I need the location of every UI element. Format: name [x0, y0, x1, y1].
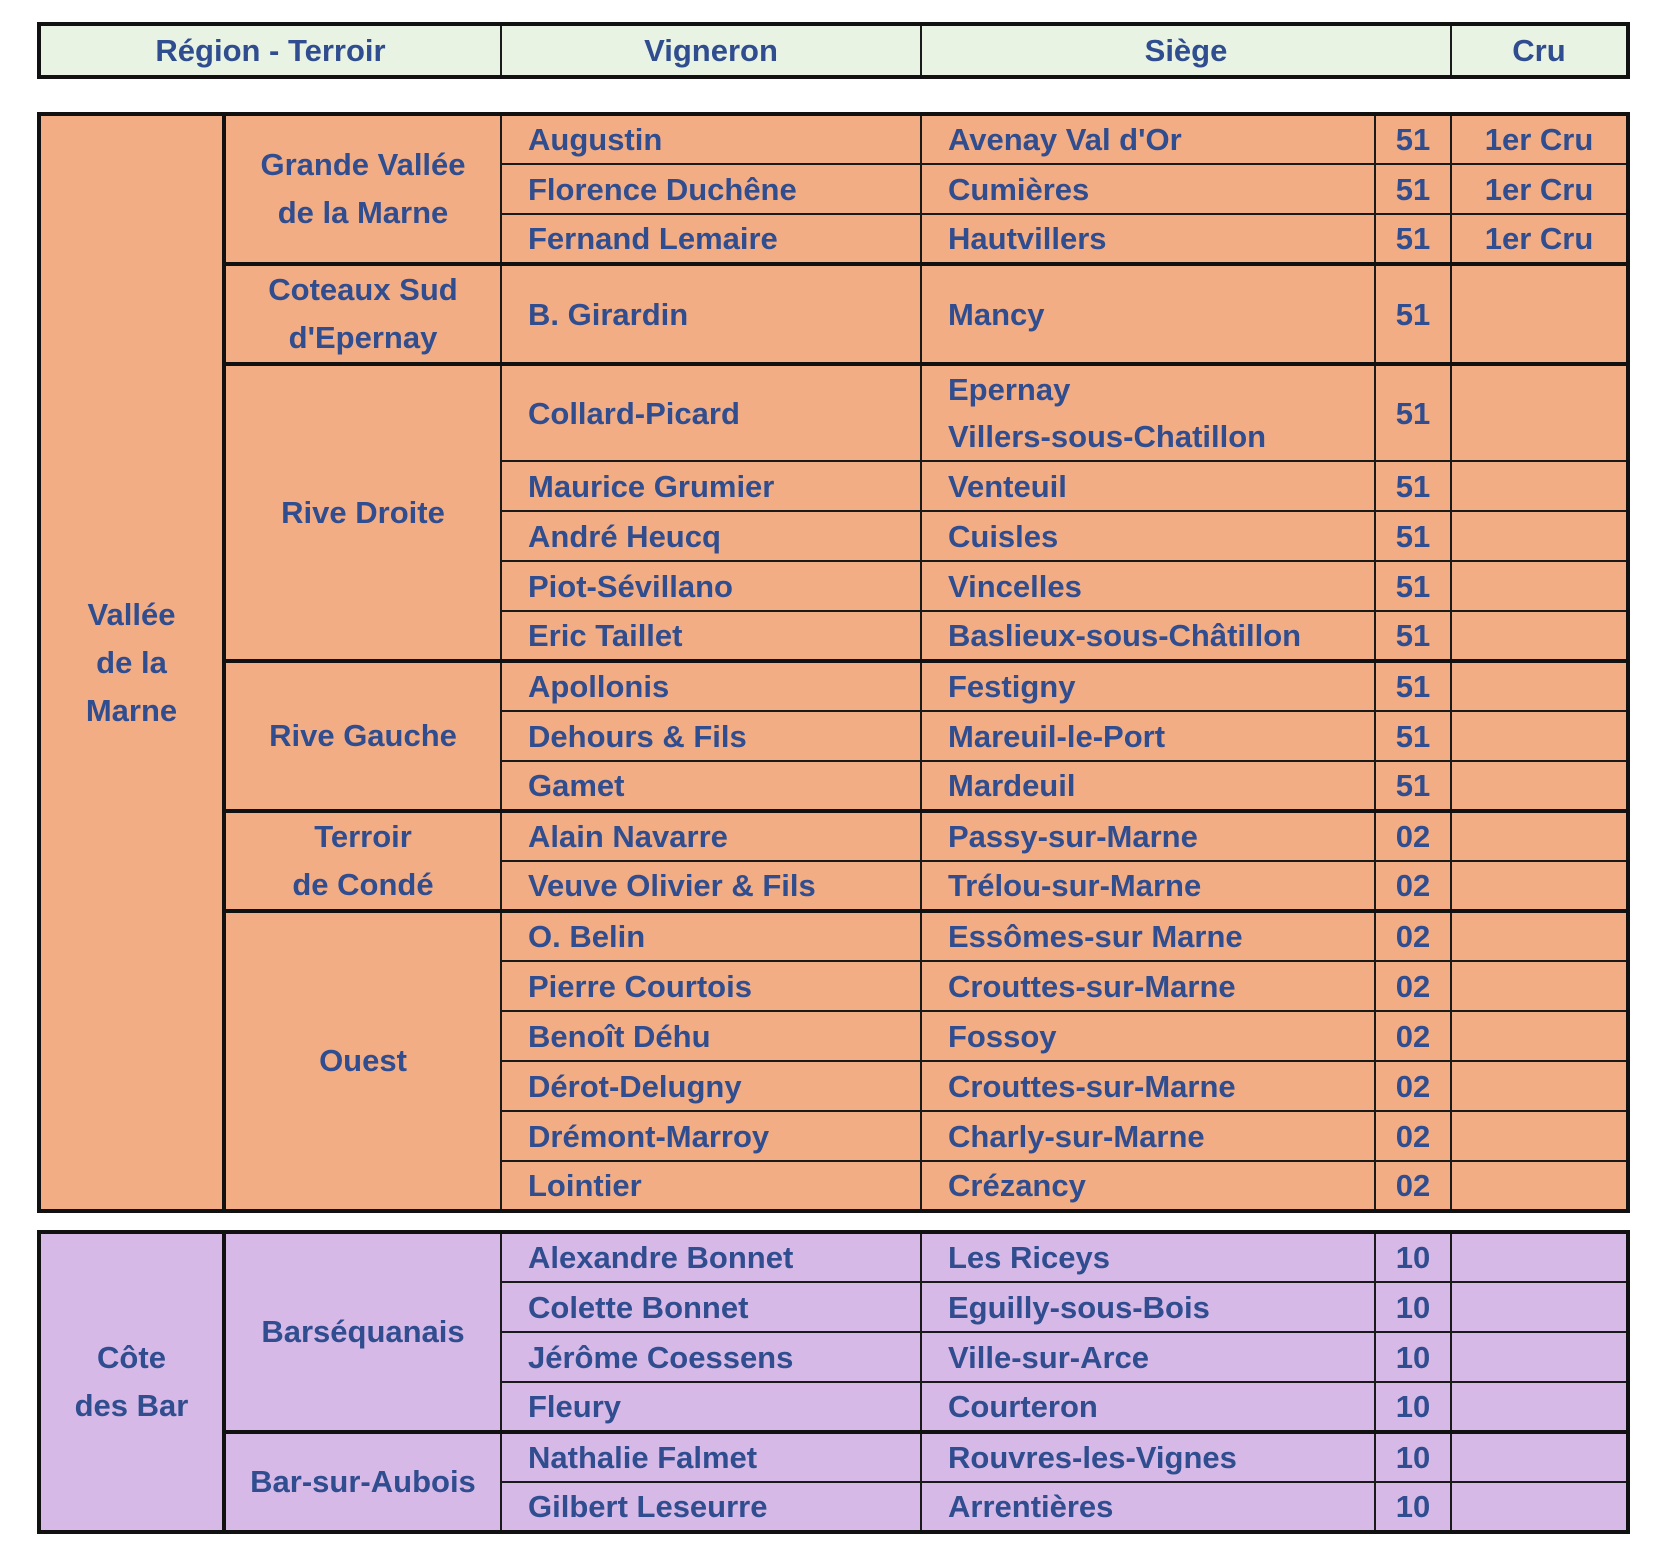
header-vigneron: Vigneron — [501, 24, 921, 77]
siege-line: Baslieux-sous-Châtillon — [948, 618, 1302, 653]
siege-line: Passy-sur-Marne — [948, 819, 1198, 854]
siege-cell — [921, 1482, 1375, 1532]
dept-cell: 10 — [1375, 1432, 1451, 1482]
dept-cell: 51 — [1375, 661, 1451, 711]
dept-cell: 10 — [1375, 1482, 1451, 1532]
table-row — [39, 911, 1628, 961]
vigneron-cell: André Heucq — [501, 511, 921, 561]
siege-line: Les Riceys — [948, 1240, 1110, 1275]
siege-cell — [921, 1061, 1375, 1111]
header-siege: Siège — [921, 24, 1451, 77]
terroir-line: Rive Droite — [281, 495, 445, 530]
siege-cell — [921, 264, 1375, 364]
terroir-cell — [224, 811, 501, 911]
region-line: de la — [96, 644, 167, 680]
siege-line: Crouttes-sur-Marne — [948, 1068, 1236, 1104]
siege-cell — [921, 214, 1375, 264]
table-row — [39, 661, 1628, 711]
dept-cell: 02 — [1375, 1111, 1451, 1161]
terroir-line: d'Epernay — [288, 320, 438, 355]
cru-cell — [1451, 1111, 1628, 1161]
siege-cell — [921, 561, 1375, 611]
cru-cell — [1451, 811, 1628, 861]
siege-cell — [921, 164, 1375, 214]
siege-cell — [921, 1282, 1375, 1332]
siege-cell — [921, 1111, 1375, 1161]
siege-line: Avenay Val d'Or — [948, 122, 1182, 157]
siege-cell — [921, 461, 1375, 511]
cru-cell — [1451, 1011, 1628, 1061]
vigneron-cell: Eric Taillet — [501, 611, 921, 661]
siege-cell — [921, 364, 1375, 461]
dept-cell: 02 — [1375, 1011, 1451, 1061]
dept-cell: 02 — [1375, 861, 1451, 911]
cru-cell — [1451, 264, 1628, 364]
cru-cell — [1451, 511, 1628, 561]
siege-line: Ville-sur-Arce — [948, 1339, 1150, 1375]
dept-cell: 51 — [1375, 561, 1451, 611]
siege-cell — [921, 861, 1375, 911]
vigneron-cell: Dérot-Delugny — [501, 1061, 921, 1111]
vigneron-cell: Alain Navarre — [501, 811, 921, 861]
dept-cell: 10 — [1375, 1232, 1451, 1282]
vigneron-cell: Nathalie Falmet — [501, 1432, 921, 1482]
vigneron-cell: Collard-Picard — [501, 364, 921, 461]
dept-cell: 02 — [1375, 1161, 1451, 1211]
siege-cell — [921, 911, 1375, 961]
siege-line: Villers-sous-Chatillon — [948, 419, 1267, 454]
dept-cell: 51 — [1375, 711, 1451, 761]
dept-cell: 02 — [1375, 1061, 1451, 1111]
siege-cell — [921, 961, 1375, 1011]
vigneron-cell: Apollonis — [501, 661, 921, 711]
siege-line: Mancy — [948, 296, 1045, 332]
cru-cell — [1451, 961, 1628, 1011]
vigneron-cell: Alexandre Bonnet — [501, 1232, 921, 1282]
terroir-line: Ouest — [319, 1043, 407, 1078]
siege-cell — [921, 611, 1375, 661]
cru-cell — [1451, 1332, 1628, 1382]
cru-cell — [1451, 611, 1628, 661]
siege-line: Crézancy — [948, 1168, 1086, 1203]
siege-cell — [921, 114, 1375, 164]
siege-cell — [921, 811, 1375, 861]
vigneron-cell: O. Belin — [501, 911, 921, 961]
terroir-line: Coteaux Sud — [268, 272, 458, 307]
cru-cell — [1451, 1382, 1628, 1432]
siege-cell — [921, 1161, 1375, 1211]
dept-cell: 02 — [1375, 811, 1451, 861]
siege-cell — [921, 1382, 1375, 1432]
vigneron-cell: Benoît Déhu — [501, 1011, 921, 1061]
vallee-de-la-marne-region-cell — [39, 114, 224, 1211]
siege-line: Mardeuil — [948, 768, 1076, 803]
table-row — [39, 811, 1628, 861]
vigneron-cell: B. Girardin — [501, 264, 921, 364]
terroir-line: Bar-sur-Aubois — [250, 1464, 476, 1499]
dept-cell: 51 — [1375, 114, 1451, 164]
cru-cell — [1451, 1232, 1628, 1282]
header-cru: Cru — [1451, 24, 1628, 77]
header-row — [39, 24, 1628, 77]
cru-cell — [1451, 861, 1628, 911]
terroir-cell — [224, 1432, 501, 1532]
siege-cell — [921, 511, 1375, 561]
siege-line: Charly-sur-Marne — [948, 1118, 1205, 1154]
cote-des-bar-region-cell — [39, 1232, 224, 1532]
siege-line: Trélou-sur-Marne — [948, 868, 1202, 903]
cru-cell — [1451, 1061, 1628, 1111]
cru-cell — [1451, 1282, 1628, 1332]
cru-cell — [1451, 1432, 1628, 1482]
vallee-de-la-marne-table — [37, 112, 1630, 1213]
terroir-cell — [224, 1232, 501, 1432]
cru-cell: 1er Cru — [1451, 164, 1628, 214]
vigneron-cell: Pierre Courtois — [501, 961, 921, 1011]
terroir-line: Terroir — [314, 819, 412, 854]
region-line: des Bar — [74, 1388, 189, 1423]
terroir-cell — [224, 911, 501, 1211]
cru-cell: 1er Cru — [1451, 214, 1628, 264]
siege-cell — [921, 1432, 1375, 1482]
header-table — [37, 22, 1630, 79]
siege-line: Epernay — [948, 372, 1071, 407]
dept-cell: 51 — [1375, 611, 1451, 661]
table-row — [39, 364, 1628, 461]
siege-cell — [921, 1332, 1375, 1382]
terroir-line: Rive Gauche — [269, 718, 457, 753]
dept-cell: 10 — [1375, 1282, 1451, 1332]
vigneron-cell: Dehours & Fils — [501, 711, 921, 761]
dept-cell: 10 — [1375, 1332, 1451, 1382]
vigneron-cell: Colette Bonnet — [501, 1282, 921, 1332]
siege-line: Fossoy — [948, 1018, 1057, 1054]
siege-line: Essômes-sur Marne — [948, 919, 1243, 954]
table-row — [39, 264, 1628, 364]
region-line: Vallée — [87, 596, 176, 632]
siege-line: Crouttes-sur-Marne — [948, 968, 1236, 1004]
dept-cell: 51 — [1375, 364, 1451, 461]
vigneron-cell: Fleury — [501, 1382, 921, 1432]
siege-line: Venteuil — [948, 468, 1067, 504]
siege-cell — [921, 1011, 1375, 1061]
siege-line: Courteron — [948, 1389, 1098, 1424]
dept-cell: 51 — [1375, 761, 1451, 811]
vigneron-cell: Drémont-Marroy — [501, 1111, 921, 1161]
dept-cell: 51 — [1375, 214, 1451, 264]
siege-cell — [921, 661, 1375, 711]
siege-line: Mareuil-le-Port — [948, 718, 1166, 754]
dept-cell: 02 — [1375, 961, 1451, 1011]
region-line: Côte — [97, 1340, 166, 1375]
vigneron-cell: Fernand Lemaire — [501, 214, 921, 264]
cru-cell — [1451, 711, 1628, 761]
siege-line: Rouvres-les-Vignes — [948, 1440, 1237, 1475]
terroir-line: Barséquanais — [261, 1314, 465, 1349]
siege-cell — [921, 711, 1375, 761]
vigneron-cell: Lointier — [501, 1161, 921, 1211]
dept-cell: 02 — [1375, 911, 1451, 961]
vigneron-cell: Florence Duchêne — [501, 164, 921, 214]
cru-cell — [1451, 1161, 1628, 1211]
vigneron-cell: Piot-Sévillano — [501, 561, 921, 611]
dept-cell: 51 — [1375, 511, 1451, 561]
dept-cell: 51 — [1375, 264, 1451, 364]
header-region-terroir: Région - Terroir — [39, 24, 501, 77]
dept-cell: 51 — [1375, 164, 1451, 214]
terroir-cell — [224, 264, 501, 364]
cru-cell — [1451, 761, 1628, 811]
table-row — [39, 1432, 1628, 1482]
siege-line: Arrentières — [948, 1489, 1114, 1524]
terroir-line: de Condé — [292, 867, 434, 902]
cru-cell — [1451, 461, 1628, 511]
cru-cell — [1451, 1482, 1628, 1532]
table-row — [39, 1232, 1628, 1282]
siege-line: Eguilly-sous-Bois — [948, 1289, 1210, 1325]
cru-cell — [1451, 911, 1628, 961]
cote-des-bar-table — [37, 1230, 1630, 1534]
terroir-cell — [224, 114, 501, 264]
vigneron-cell: Maurice Grumier — [501, 461, 921, 511]
siege-line: Cumières — [948, 171, 1090, 207]
siege-line: Vincelles — [948, 568, 1082, 604]
cru-cell — [1451, 561, 1628, 611]
siege-cell — [921, 1232, 1375, 1282]
siege-cell — [921, 761, 1375, 811]
cru-cell — [1451, 661, 1628, 711]
vigneron-cell: Gilbert Leseurre — [501, 1482, 921, 1532]
dept-cell: 51 — [1375, 461, 1451, 511]
siege-line: Festigny — [948, 669, 1076, 704]
region-line: Marne — [85, 692, 178, 728]
terroir-cell — [224, 364, 501, 661]
vigneron-cell: Jérôme Coessens — [501, 1332, 921, 1382]
terroir-cell — [224, 661, 501, 811]
terroir-line: Grande Vallée — [260, 147, 466, 182]
vigneron-cell: Augustin — [501, 114, 921, 164]
cru-cell: 1er Cru — [1451, 114, 1628, 164]
table-row — [39, 114, 1628, 164]
vigneron-cell: Gamet — [501, 761, 921, 811]
cru-cell — [1451, 364, 1628, 461]
siege-line: Cuisles — [948, 518, 1059, 554]
siege-line: Hautvillers — [948, 221, 1107, 256]
vigneron-cell: Veuve Olivier & Fils — [501, 861, 921, 911]
dept-cell: 10 — [1375, 1382, 1451, 1432]
terroir-line: de la Marne — [277, 195, 449, 230]
